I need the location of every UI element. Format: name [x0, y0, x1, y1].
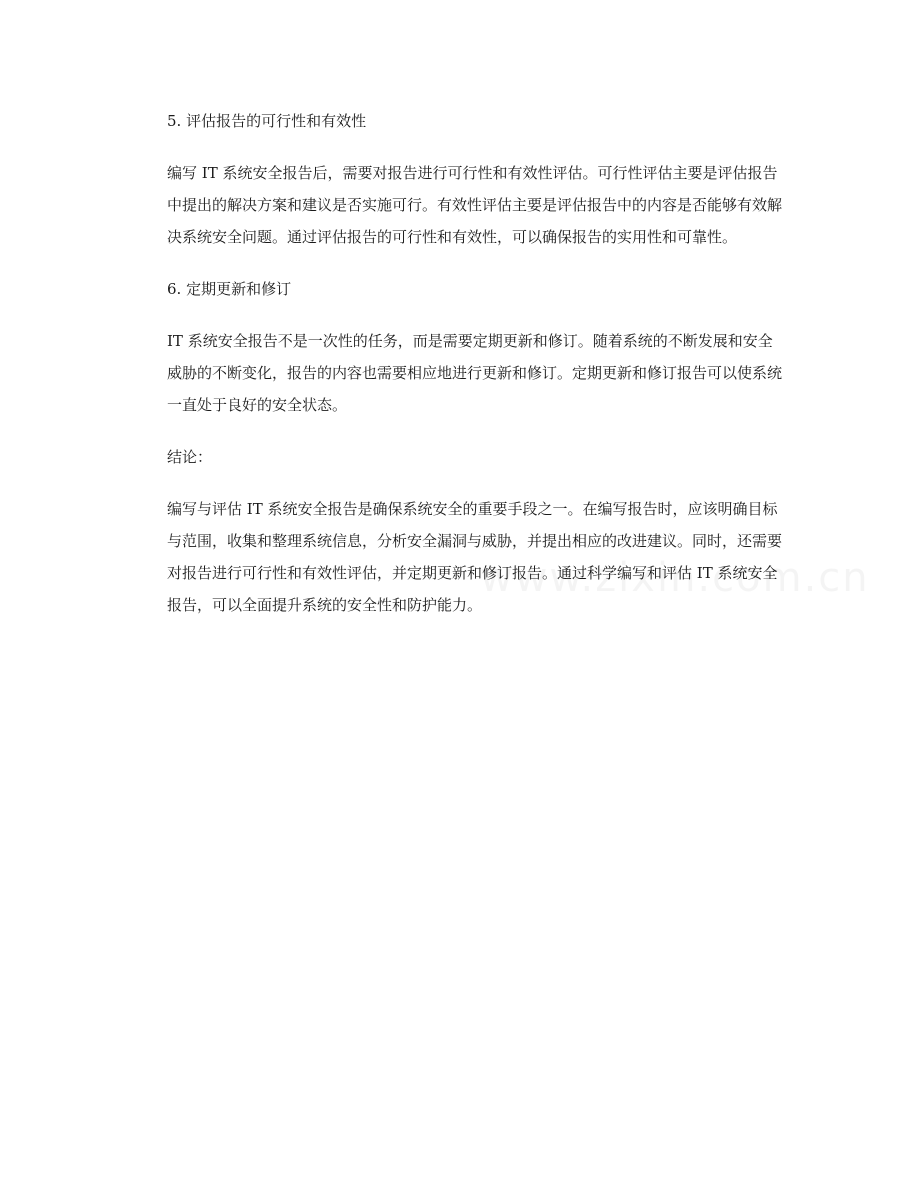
conclusion-paragraph: 编写与评估 IT 系统安全报告是确保系统安全的重要手段之一。在编写报告时，应该明确目标与范围，收集和整理系统信息，分析安全漏洞与威胁，并提出相应的改进建议。同时，还需要对报告进行可行性和有效性评估，并定期更新和修订报告。通过科学编写和评估 IT 系统安全报告，可以全面提升系统的安全性和防护能力。 — [167, 500, 783, 614]
section-5-paragraph: 编写 IT 系统安全报告后，需要对报告进行可行性和有效性评估。可行性评估主要是评估报告中提出的解决方案和建议是否实施可行。有效性评估主要是评估报告中的内容是否能够有效解决系统安全问题。通过评估报告的可行性和有效性，可以确保报告的实用性和可靠性。 — [167, 164, 783, 246]
section-5-heading: 5. 评估报告的可行性和有效性 — [167, 112, 367, 130]
document-body — [167, 105, 787, 621]
section-6-heading: 6. 定期更新和修订 — [167, 280, 292, 298]
section-6-paragraph: IT 系统安全报告不是一次性的任务，而是需要定期更新和修订。随着系统的不断发展和安全威胁的不断变化，报告的内容也需要相应地进行更新和修订。定期更新和修订报告可以使系统一直处于良好的安全状态。 — [167, 332, 783, 414]
conclusion-heading: 结论： — [167, 448, 213, 466]
